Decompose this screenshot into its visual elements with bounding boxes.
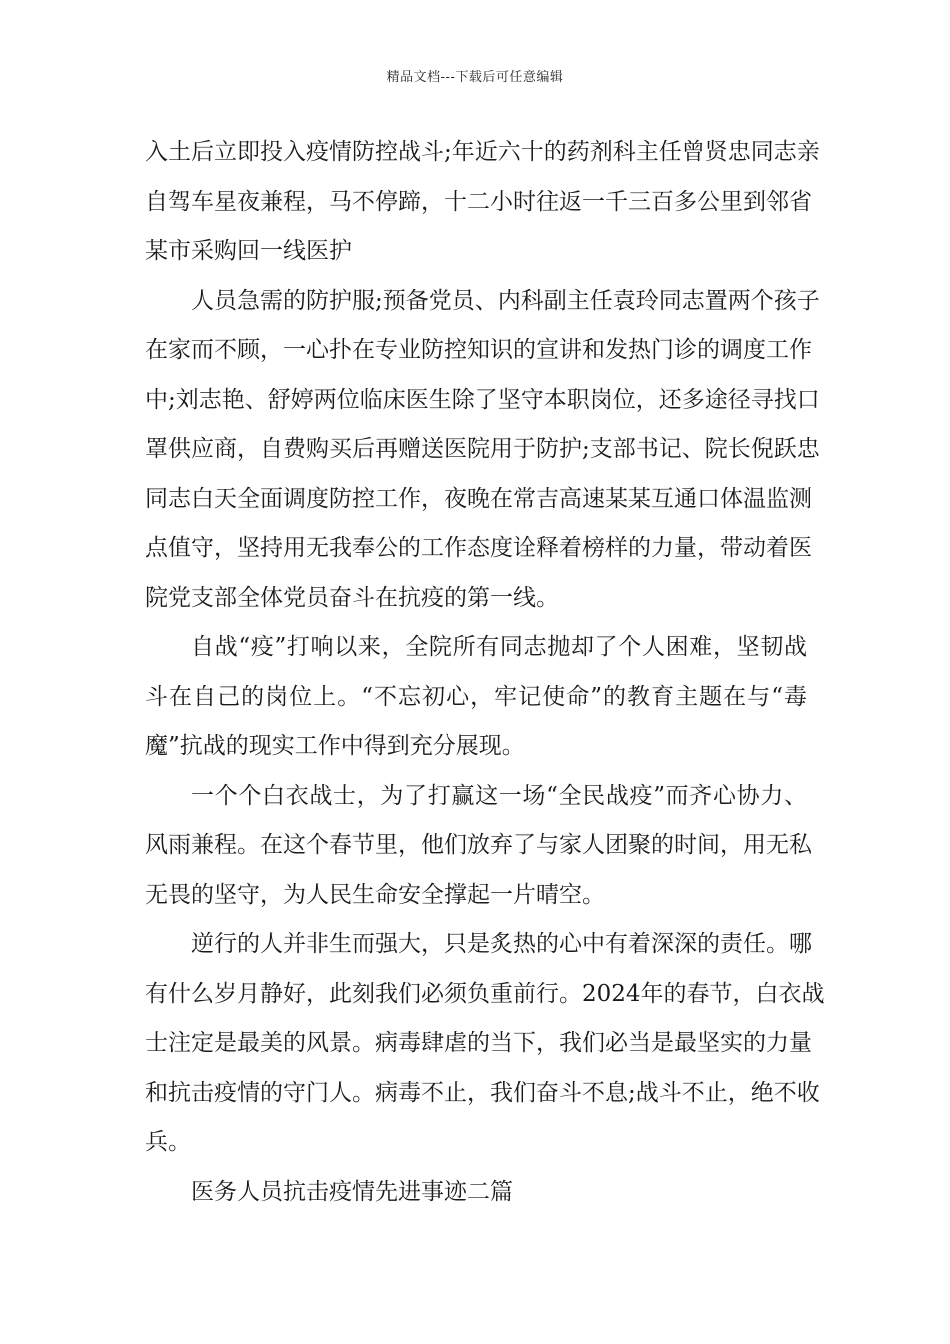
text-line: 士注定是最美的风景。病毒肆虐的当下，我们必当是最坚实的力量 — [145, 1030, 812, 1056]
text-line: 斗在自己的岗位上。“不忘初心，牢记使命”的教育主题在与“毒 — [145, 683, 807, 710]
text-line: 魔”抗战的现实工作中得到充分展现。 — [145, 733, 525, 759]
paragraph-first-line: 自战“疫”打响以来，全院所有同志抛却了个人困难，坚韧战 — [191, 634, 807, 660]
text-line: 有什么岁月静好，此刻我们必须负重前行。2024年的春节，白衣战 — [145, 980, 825, 1007]
text-line: 无畏的坚守，为人民生命安全撑起一片晴空。 — [145, 881, 605, 908]
text-line: 院党支部全体党员奋斗在抗疫的第一线。 — [145, 584, 559, 611]
paragraph-first-line: 人员急需的防护服;预备党员、内科副主任袁玲同志置两个孩子 — [191, 287, 820, 314]
paragraph-first-line: 一个个白衣战士，为了打赢这一场“全民战疫”而齐心协力、 — [191, 782, 807, 809]
text-line: 入土后立即投入疫情防控战斗;年近六十的药剂科主任曾贤忠同志亲 — [145, 139, 820, 165]
text-line: 风雨兼程。在这个春节里，他们放弃了与家人团聚的时间，用无私 — [145, 832, 812, 858]
page-header: 精品文档---下载后可任意编辑 — [386, 70, 564, 85]
text-line: 某市采购回一线医护 — [145, 238, 352, 264]
text-line: 在家而不顾，一心扑在专业防控知识的宣讲和发热门诊的调度工作 — [145, 337, 812, 363]
text-line: 点值守，坚持用无我奉公的工作态度诠释着榜样的力量，带动着医 — [145, 535, 812, 561]
text-line: 罩供应商，自费购买后再赠送医院用于防护;支部书记、院长倪跃忠 — [145, 436, 820, 462]
text-line: 自驾车星夜兼程，马不停蹄，十二小时往返一千三百多公里到邻省 — [145, 188, 812, 215]
body-text — [145, 128, 825, 1217]
text-line: 和抗击疫情的守门人。病毒不止，我们奋斗不息;战斗不止，绝不收 — [145, 1079, 820, 1106]
text-line: 同志白天全面调度防控工作，夜晚在常吉高速某某互通口体温监测 — [145, 485, 812, 512]
paragraph-first-line: 逆行的人并非生而强大，只是炙热的心中有着深深的责任。哪 — [191, 931, 812, 957]
section-title: 医务人员抗击疫情先进事迹二篇 — [191, 1178, 513, 1205]
text-line: 中;刘志艳、舒婷两位临床医生除了坚守本职岗位，还多途径寻找口 — [145, 386, 820, 413]
text-line: 兵。 — [145, 1129, 191, 1155]
